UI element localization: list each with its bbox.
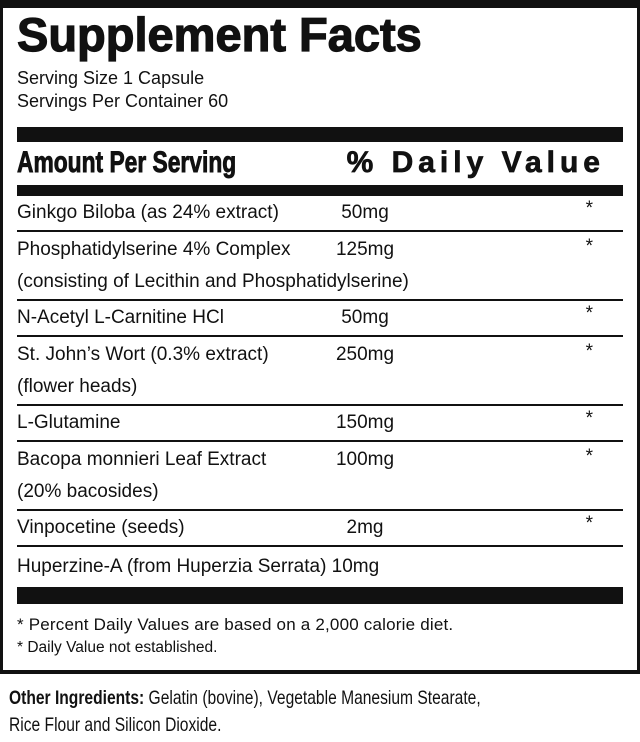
ingredient-name: N-Acetyl L-Carnitine HCl bbox=[17, 306, 224, 328]
thick-divider-top bbox=[17, 127, 623, 142]
ingredient-dv: * bbox=[585, 197, 593, 219]
other-ingredients-label: Other Ingredients: bbox=[9, 687, 145, 709]
serving-size-text: Serving Size 1 Capsule bbox=[17, 67, 205, 88]
table-row bbox=[17, 547, 623, 587]
ingredient-name: St. John’s Wort (0.3% extract) bbox=[17, 344, 269, 366]
ingredient-dv: * bbox=[585, 302, 593, 324]
table-row bbox=[17, 406, 623, 442]
other-ingredients bbox=[9, 685, 640, 739]
ingredient-amount: 125mg bbox=[335, 239, 395, 261]
ingredient-amount: 250mg bbox=[335, 344, 395, 366]
ingredient-dv: * bbox=[585, 512, 593, 534]
ingredient-name: L-Glutamine bbox=[17, 411, 121, 433]
table-row bbox=[17, 511, 623, 547]
daily-value-header: % Daily Value bbox=[346, 146, 605, 180]
other-ingredients-line-1 bbox=[9, 685, 640, 712]
servings-per-container-text: Servings Per Container 60 bbox=[17, 91, 229, 112]
serving-info bbox=[17, 67, 623, 114]
ingredient-name: Huperzine-A (from Huperzia Serrata) 10mg bbox=[17, 555, 380, 577]
table-row bbox=[17, 301, 623, 337]
table-row bbox=[17, 196, 623, 232]
ingredient-name: Bacopa monnieri Leaf Extract bbox=[17, 449, 267, 471]
other-ingredients-text: Gelatin (bovine), Vegetable Manesium Stearate, bbox=[144, 687, 481, 709]
header-divider bbox=[17, 185, 623, 196]
table-row bbox=[17, 232, 623, 301]
ingredient-name: Vinpocetine (seeds) bbox=[17, 516, 185, 538]
ingredient-note: (20% bacosides) bbox=[17, 480, 159, 502]
facts-rows bbox=[17, 196, 623, 587]
ingredient-dv: * bbox=[585, 445, 593, 467]
page-title: Supplement Facts bbox=[17, 8, 422, 61]
amount-per-serving-header: Amount Per Serving bbox=[17, 146, 237, 180]
ingredient-amount: 2mg bbox=[346, 516, 384, 538]
ingredient-amount: 100mg bbox=[335, 449, 395, 471]
table-row bbox=[17, 337, 623, 406]
ingredient-amount: 50mg bbox=[341, 201, 389, 223]
ingredient-name: Phosphatidylserine 4% Complex bbox=[17, 239, 291, 261]
footnote-daily-values: * Percent Daily Values are based on a 2,000 calorie diet. bbox=[17, 614, 454, 634]
ingredient-name: Ginkgo Biloba (as 24% extract) bbox=[17, 201, 279, 223]
footnote-not-established: * Daily Value not established. bbox=[17, 638, 218, 656]
thick-divider-bottom bbox=[17, 587, 623, 604]
footnotes bbox=[17, 604, 623, 657]
ingredient-dv: * bbox=[585, 407, 593, 429]
other-ingredients-line-2: Rice Flour and Silicon Dioxide. bbox=[9, 714, 222, 736]
ingredient-note: (consisting of Lecithin and Phosphatidylserine) bbox=[17, 270, 409, 292]
ingredient-dv: * bbox=[585, 235, 593, 257]
ingredient-amount: 50mg bbox=[341, 306, 389, 328]
ingredient-dv: * bbox=[585, 340, 593, 362]
ingredient-amount: 150mg bbox=[335, 411, 395, 433]
table-row bbox=[17, 442, 623, 511]
ingredient-note: (flower heads) bbox=[17, 375, 138, 397]
table-column-header bbox=[17, 142, 623, 185]
